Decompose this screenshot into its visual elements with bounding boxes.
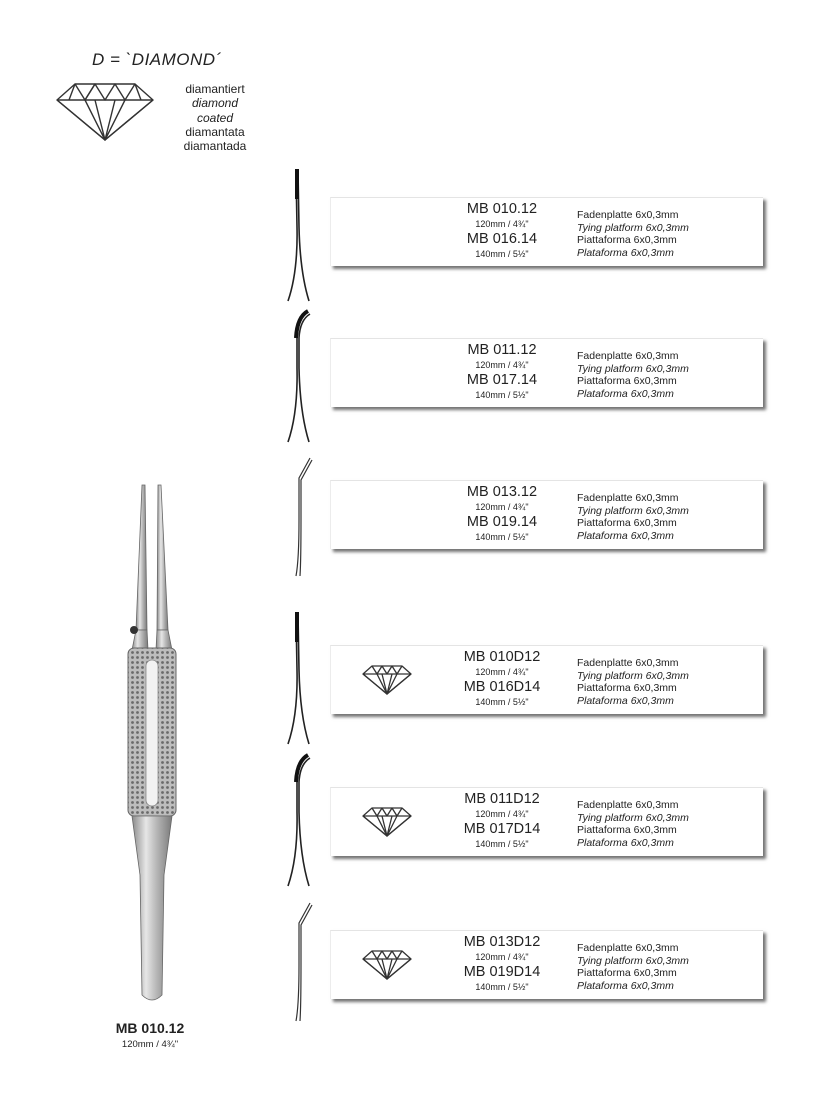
spec-de: Fadenplatte 6x0,3mm [577, 492, 679, 504]
spec-it: Piattaforma 6x0,3mm [577, 517, 677, 530]
spec-es: Plataforma 6x0,3mm [577, 246, 674, 259]
legend-en: diamond coated [191, 96, 239, 125]
product-size: 120mm / 4¾" [475, 360, 529, 370]
product-specs [577, 350, 689, 400]
spec-en: Tying platform 6x0,3mm [577, 504, 689, 517]
product-code: MB 019.14 [466, 514, 538, 530]
product-code: MB 010.12 [466, 201, 538, 217]
product-code: MB 010D12 [463, 649, 541, 665]
product-code: MB 016D14 [463, 679, 541, 695]
legend-translations [178, 82, 252, 153]
product-size: 140mm / 5½" [475, 532, 529, 542]
forceps-tip-angled-icon [282, 450, 316, 586]
spec-es: Plataforma 6x0,3mm [577, 836, 674, 849]
legend-es: diamantada [183, 139, 247, 154]
forceps-tip-straight-icon [282, 610, 316, 746]
spec-it: Piattaforma 6x0,3mm [577, 682, 677, 695]
product-card [330, 930, 763, 999]
diamond-icon [55, 82, 155, 142]
diamond-icon [362, 949, 412, 981]
spec-en: Tying platform 6x0,3mm [577, 221, 689, 234]
product-size: 120mm / 4¾" [475, 502, 529, 512]
spec-de: Fadenplatte 6x0,3mm [577, 942, 679, 954]
spec-it: Piattaforma 6x0,3mm [577, 375, 677, 388]
product-size: 140mm / 5½" [475, 839, 529, 849]
product-row [270, 610, 770, 750]
product-size: 140mm / 5½" [475, 249, 529, 259]
product-card [330, 197, 763, 266]
product-code: MB 011D12 [464, 791, 540, 807]
product-code: MB 016.14 [466, 231, 538, 247]
diamond-icon [362, 806, 412, 838]
spec-it: Piattaforma 6x0,3mm [577, 967, 677, 980]
forceps-tip-curved-icon [282, 752, 316, 888]
product-code: MB 017.14 [466, 372, 538, 388]
spec-es: Plataforma 6x0,3mm [577, 979, 674, 992]
featured-product-code: MB 010.12 [115, 1020, 185, 1036]
spec-it: Piattaforma 6x0,3mm [577, 234, 677, 247]
legend-de: diamantiert [185, 82, 245, 96]
product-specs [577, 492, 689, 542]
product-size: 140mm / 5½" [475, 390, 529, 400]
product-code: MB 017D14 [463, 821, 541, 837]
product-specs [577, 942, 689, 992]
product-row [270, 895, 770, 1035]
spec-it: Piattaforma 6x0,3mm [577, 824, 677, 837]
product-row [270, 752, 770, 892]
product-size: 120mm / 4¾" [475, 809, 529, 819]
product-row [270, 167, 770, 307]
product-card [330, 338, 763, 407]
forceps-tip-curved-icon [282, 308, 316, 444]
spec-en: Tying platform 6x0,3mm [577, 362, 689, 375]
product-row [270, 450, 770, 590]
product-code: MB 019D14 [463, 964, 541, 980]
product-specs [577, 799, 689, 849]
forceps-tip-straight-icon [282, 167, 316, 303]
legend-it: diamantata [185, 124, 245, 139]
product-size: 120mm / 4¾" [475, 952, 529, 962]
product-size: 120mm / 4¾" [475, 667, 529, 677]
product-size: 120mm / 4¾" [475, 219, 529, 229]
product-code: MB 011.12 [467, 342, 537, 358]
spec-en: Tying platform 6x0,3mm [577, 669, 689, 682]
spec-en: Tying platform 6x0,3mm [577, 954, 689, 967]
legend-title: D = `DIAMOND´ [92, 50, 222, 69]
spec-es: Plataforma 6x0,3mm [577, 694, 674, 707]
product-code: MB 013.12 [466, 484, 538, 500]
product-specs [577, 657, 689, 707]
forceps-tip-angled-icon [282, 895, 316, 1031]
product-card [330, 645, 763, 714]
featured-product-size: 120mm / 4¾" [121, 1039, 179, 1050]
product-card [330, 787, 763, 856]
spec-de: Fadenplatte 6x0,3mm [577, 350, 679, 362]
diamond-icon [362, 664, 412, 696]
spec-es: Plataforma 6x0,3mm [577, 387, 674, 400]
spec-de: Fadenplatte 6x0,3mm [577, 209, 679, 221]
forceps-instrument-image [120, 480, 184, 1006]
spec-en: Tying platform 6x0,3mm [577, 811, 689, 824]
product-card [330, 480, 763, 549]
product-code: MB 013D12 [463, 934, 541, 950]
spec-es: Plataforma 6x0,3mm [577, 529, 674, 542]
spec-de: Fadenplatte 6x0,3mm [577, 657, 679, 669]
spec-de: Fadenplatte 6x0,3mm [577, 799, 679, 811]
product-row [270, 308, 770, 448]
product-size: 140mm / 5½" [475, 982, 529, 992]
product-size: 140mm / 5½" [475, 697, 529, 707]
product-specs [577, 209, 689, 259]
